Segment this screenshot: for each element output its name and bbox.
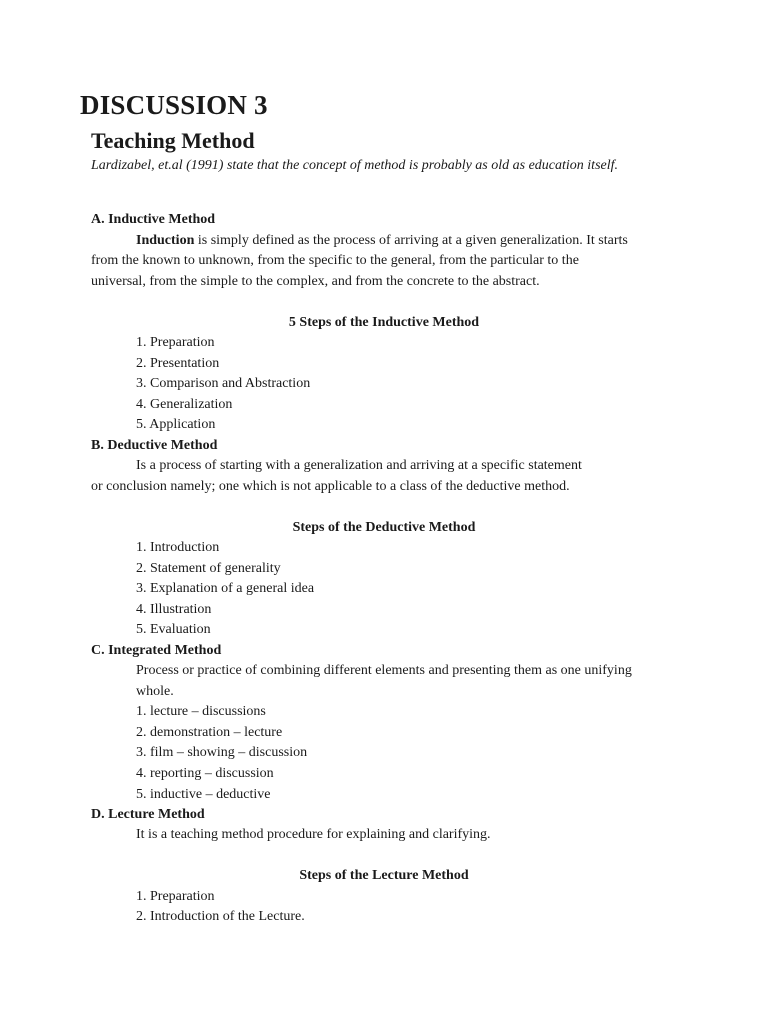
list-item: 3. Comparison and Abstraction <box>136 376 311 391</box>
list-item: 3. Explanation of a general idea <box>136 581 315 596</box>
list-item: 1. Preparation <box>136 335 215 350</box>
lecture-steps-heading: Steps of the Lecture Method <box>299 868 469 883</box>
list-item: 2. Introduction of the Lecture. <box>136 909 305 924</box>
section-a-para-line1-text: is simply defined as the process of arriving at a given generalization. It starts <box>194 233 628 248</box>
section-c-para-line2: whole. <box>136 684 174 699</box>
intro-quote: Lardizabel, et.al (1991) state that the concept of method is probably as old as education itself. <box>91 158 619 173</box>
list-item: 5. Evaluation <box>136 622 211 637</box>
list-item: 3. film – showing – discussion <box>136 745 308 760</box>
list-item: 1. Introduction <box>136 540 220 555</box>
section-b-heading: B. Deductive Method <box>91 438 218 453</box>
section-d-heading: D. Lecture Method <box>91 807 205 822</box>
section-c-para-line1: Process or practice of combining different elements and presenting them as one unifying <box>136 663 632 678</box>
list-item: 1. Preparation <box>136 889 215 904</box>
list-item: 2. demonstration – lecture <box>136 725 283 740</box>
list-item: 4. Illustration <box>136 602 212 617</box>
list-item: 2. Statement of generality <box>136 561 281 576</box>
section-a-para-line3: universal, from the simple to the complex, and from the concrete to the abstract. <box>91 274 540 289</box>
section-b-para-line2: or conclusion namely; one which is not applicable to a class of the deductive method. <box>91 479 570 494</box>
document-subtitle: Teaching Method <box>91 128 255 153</box>
list-item: 1. lecture – discussions <box>136 704 266 719</box>
list-item: 5. inductive – deductive <box>136 787 271 802</box>
list-item: 4. Generalization <box>136 397 233 412</box>
section-c-heading: C. Integrated Method <box>91 643 222 658</box>
deductive-steps-heading: Steps of the Deductive Method <box>292 520 476 535</box>
section-b-para-line1: Is a process of starting with a generalization and arriving at a specific statement <box>136 458 582 473</box>
list-item: 2. Presentation <box>136 356 220 371</box>
section-a-heading: A. Inductive Method <box>91 212 216 227</box>
document-title: DISCUSSION 3 <box>80 90 268 120</box>
inductive-steps-heading: 5 Steps of the Inductive Method <box>288 315 480 330</box>
induction-term: Induction <box>136 233 195 248</box>
list-item: 5. Application <box>136 417 216 432</box>
section-d-para: It is a teaching method procedure for explaining and clarifying. <box>136 827 491 842</box>
section-a-para-line2: from the known to unknown, from the specific to the general, from the particular to the <box>91 253 579 268</box>
list-item: 4. reporting – discussion <box>136 766 274 781</box>
section-a-para-line1 <box>136 231 628 251</box>
